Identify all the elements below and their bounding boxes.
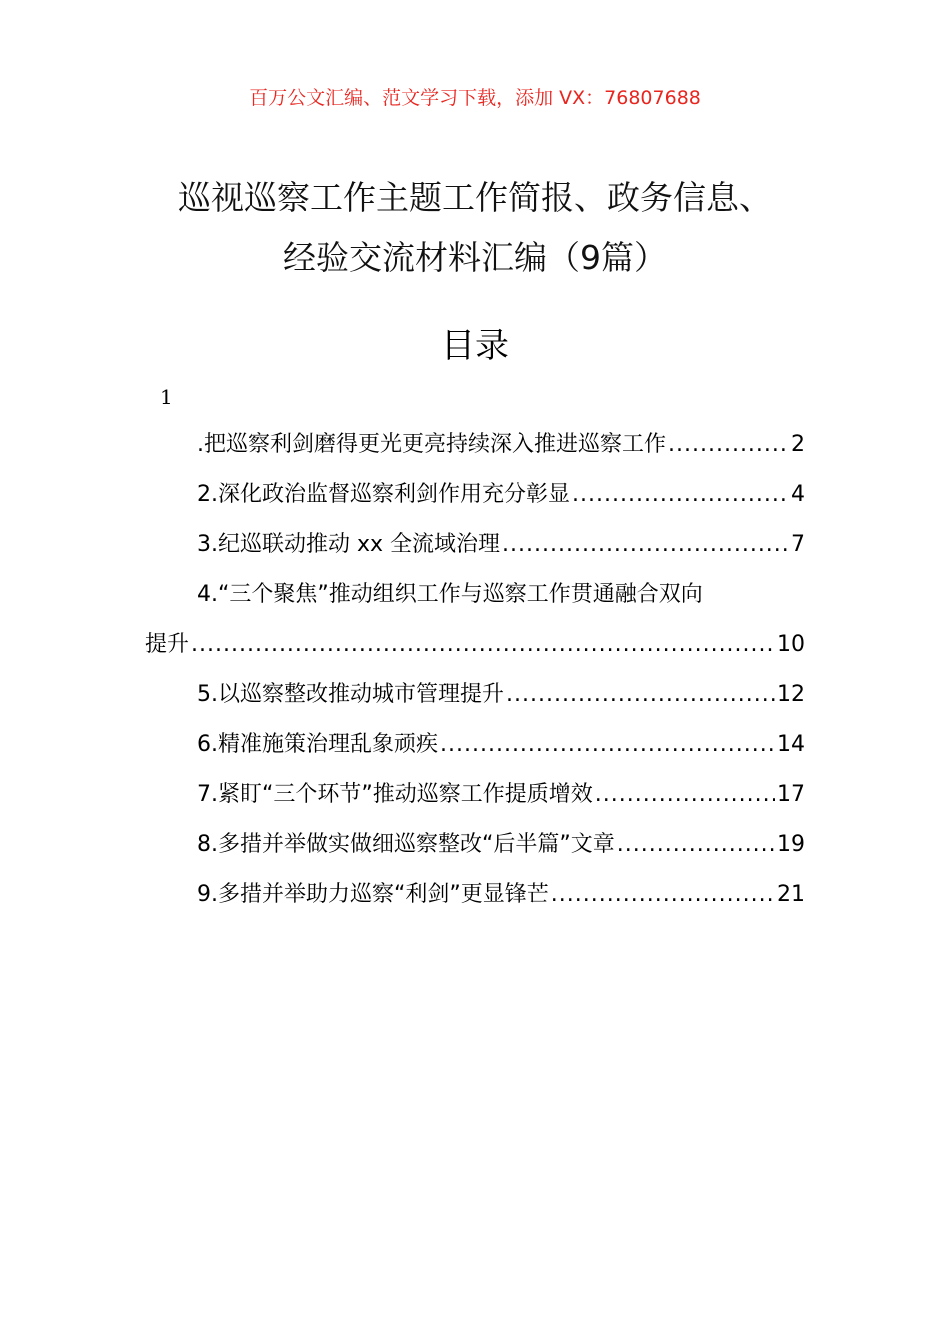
toc-entry-3[interactable] xyxy=(145,520,805,570)
toc-entry-title: 8.多措并举做实做细巡察整改“后半篇”文章 xyxy=(197,832,615,857)
toc-entry-title: .把巡察利剑磨得更光更亮持续深入推进巡察工作 xyxy=(197,432,666,457)
toc-dot-leader xyxy=(551,870,775,920)
toc-entry-title-continued: 提升 xyxy=(145,632,190,657)
toc-dot-leader xyxy=(617,820,775,870)
toc-entry-title: 4.“三个聚焦”推动组织工作与巡察工作贯通融合双向 xyxy=(197,582,703,607)
toc-entry-title: 2.深化政治监督巡察利剑作用充分彰显 xyxy=(197,482,570,507)
toc-entry-title: 7.紧盯“三个环节”推动巡察工作提质增效 xyxy=(197,782,593,807)
toc-entry-page: 7 xyxy=(791,532,805,557)
document-title-line-2: 经验交流材料汇编（9篇） xyxy=(283,238,667,277)
toc-entry-title: 9.多措并举助力巡察“利剑”更显锋芒 xyxy=(197,882,549,907)
toc-entry-page: 19 xyxy=(777,832,805,857)
toc-entry-page: 10 xyxy=(777,632,805,657)
toc-entry-8[interactable] xyxy=(145,820,805,870)
toc-entry-page: 12 xyxy=(777,682,805,707)
toc-entry-page: 14 xyxy=(777,732,805,757)
toc-entry-page: 2 xyxy=(791,432,805,457)
toc-entry-4-line-1[interactable] xyxy=(145,570,805,620)
toc-entry-2[interactable] xyxy=(145,470,805,520)
toc-dot-leader xyxy=(440,720,775,770)
toc-dot-leader xyxy=(191,620,775,670)
table-of-contents xyxy=(145,420,805,920)
toc-dot-leader xyxy=(502,520,789,570)
toc-entry-page: 21 xyxy=(777,882,805,907)
toc-entry-1[interactable] xyxy=(145,420,805,470)
toc-heading: 目录 xyxy=(441,326,509,366)
toc-entry-title: 5.以巡察整改推动城市管理提升 xyxy=(197,682,504,707)
toc-entry-page: 4 xyxy=(791,482,805,507)
toc-entry-9[interactable] xyxy=(145,870,805,920)
header-banner: 百万公文汇编、范文学习下载，添加 VX：76807688 xyxy=(249,87,701,109)
toc-entry-5[interactable] xyxy=(145,670,805,720)
toc-entry-title: 6.精准施策治理乱象顽疾 xyxy=(197,732,438,757)
toc-dot-leader xyxy=(668,420,789,470)
toc-dot-leader xyxy=(572,470,789,520)
document-title-line-1: 巡视巡察工作主题工作简报、政务信息、 xyxy=(178,178,772,217)
toc-entry-page: 17 xyxy=(777,782,805,807)
toc-list-number: 1 xyxy=(160,385,173,409)
document-title xyxy=(0,168,950,288)
toc-entry-title: 3.纪巡联动推动 xx 全流域治理 xyxy=(197,532,501,557)
toc-entry-7[interactable] xyxy=(145,770,805,820)
toc-dot-leader xyxy=(595,770,775,820)
toc-entry-6[interactable] xyxy=(145,720,805,770)
toc-entry-4-line-2[interactable] xyxy=(145,620,805,670)
toc-dot-leader xyxy=(506,670,775,720)
